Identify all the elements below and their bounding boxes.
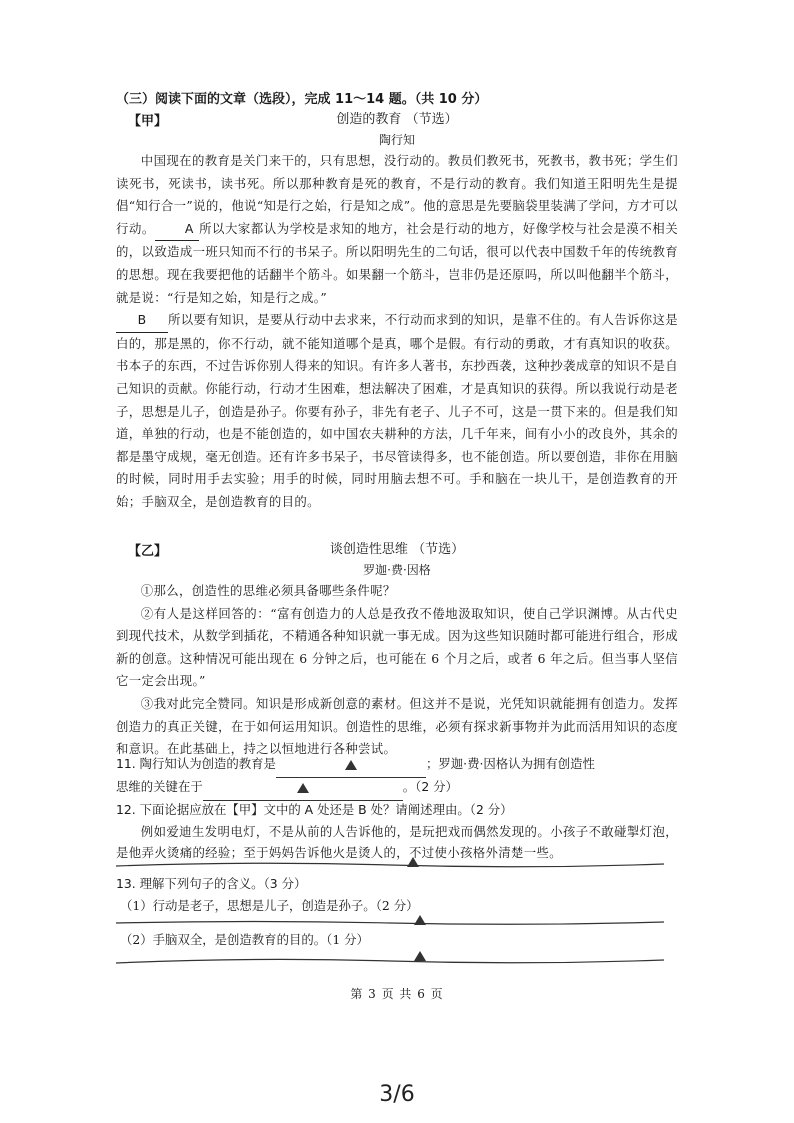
section-heading: （三）阅读下面的文章（选段），完成 11～14 题。（共 10 分）	[116, 92, 488, 107]
q12-evidence-text: 例如爱迪生发明电灯，不是从前的人告诉他的，是玩把戏而偶然发现的。小孩子不敢碰掣灯泡，是他弄火烫痛的经验；至于妈妈告诉他火是烫人的，不过使小孩格外清楚一些。	[116, 824, 678, 860]
part-a-title-note: （节选）	[405, 112, 458, 127]
q11-part-b: ；罗迦·费·因格认为拥有创造性	[425, 756, 595, 771]
part-b-title-text: 谈创造性思维	[329, 542, 408, 557]
part-a-title-text: 创造的教育	[336, 112, 402, 127]
part-a-body	[116, 150, 678, 514]
part-a-paragraph-1	[116, 150, 678, 309]
q11-part-a: 11. 陶行知认为创造的教育是	[116, 756, 276, 771]
q11-answer-blank-1[interactable]	[276, 755, 426, 778]
part-a-title	[0, 108, 794, 127]
page-counter: 3/6	[379, 1082, 415, 1107]
part-b-paragraph-3: ③我对此完全赞同。知识是形成新创意的素材。但这并不是说，光凭知识就能拥有创造力。发挥创造力的真正关键，在于如何运用知识。创造性的思维，必须有探求新事物并为此而活用知识的态度和意识。在此基础上，持之以恒地进行各种尝试。	[116, 695, 678, 757]
question-13-2: （2）手脑双全，是创造教育的目的。（1 分）	[120, 932, 369, 947]
part-a-p2-text: 所以要有知识，是要从行动中去求来，不行动而求到的知识，是靠不住的。有人告诉你这是白的，那是黑的，你不行动，就不能知道哪个是真，哪个是假。有行动的勇敢，才有真知识的收获。书本子的东西，不过告诉你别人得来的知识。有许多人著书，东抄西袭，这种抄袭成章的知识不是自己知识的贡献。你能行动，行动才生困难，想法解决了困难，才是真知识的获得。所以我说行动是老子，思想是儿子，创造是孙子。你要有孙子，非先有老子、儿子不可，这是一贯下来的。但是我们知道，单独的行动，也是不能创造的，如中国农夫耕种的方法，几千年来，间有小小的改良外，其余的都是墨守成规，毫无创造。还有许多书呆子，书尽管读得多，也不能创造。所以要创造，非你在用脑的时候，同时用手去实验；用手的时候，同时用脑去想不可。手和脑在一块儿干，是创造教育的开始；手脑双全，是创造教育的目的。	[116, 312, 678, 509]
part-a-p1-first: 中国现在的教育是关门来干的，只有思想，没行动的。教员们教死书，死教书，教书死；学生们读死书，死读书，读书死。所以那种教育是死的教育，不是行动的教育。我们知道王阳明先生是提倡“知行合一”说的，他说“知是行之始，行是知之成”。他的意思是先要脑袋里装满了学问，方才可以行动。	[116, 153, 678, 236]
part-b-body	[116, 580, 678, 761]
part-b-label: 【乙】	[128, 544, 168, 559]
part-b-author: 罗迦·费·因格	[363, 563, 431, 577]
q11-answer-blank-2[interactable]	[203, 778, 403, 801]
question-13: 13. 理解下列句子的含义。（3 分）	[116, 876, 307, 891]
question-11-line-1	[116, 753, 682, 776]
question-11-line-2	[116, 776, 682, 799]
question-12: 12. 下面论据应放在【甲】文中的 A 处还是 B 处？请阐述理由。（2 分）	[116, 802, 513, 817]
blank-a: A	[155, 218, 199, 242]
q11-score: 。（2 分）	[402, 779, 458, 794]
answer-marker-icon	[345, 760, 357, 770]
q13-1-answer-line[interactable]	[116, 918, 664, 928]
q12-evidence	[116, 821, 678, 863]
page-footer: 第 3 页 共 6 页	[350, 987, 444, 1001]
q12-answer-line[interactable]	[116, 860, 664, 870]
answer-marker-icon	[297, 783, 309, 793]
q11-part-c: 思维的关键在于	[116, 779, 203, 794]
blank-b: B	[116, 309, 168, 333]
question-13-1: （1）行动是老子，思想是儿子，创造是孙子。（2 分）	[120, 898, 419, 913]
part-b-paragraph-1: ①那么，创造性的思维必须具备哪些条件呢？	[140, 583, 396, 598]
part-a-label: 【甲】	[128, 114, 168, 129]
part-a-p1-second: 所以大家都认为学校是求知的地方，社会是行动的地方，好像学校与社会是漠不相关的，以致造成一班只知而不行的书呆子。所以阳明先生的二句话，很可以代表中国数千年的传统教育的思想。现在我要把他的话翻半个筋斗。如果翻一个筋斗，岂非仍是还原吗，所以叫他翻半个筋斗，就是说：“行是知之始，知是行之成。”	[116, 220, 678, 305]
q13-2-answer-line[interactable]	[116, 955, 664, 967]
part-b-title-note: （节选）	[412, 542, 465, 557]
part-b-paragraph-2: ②有人是这样回答的：“富有创造力的人总是孜孜不倦地汲取知识，使自己学识渊博。从古代史到现代技术，从数学到插花，不精通各种知识就一事无成。因为这些知识随时都可能进行组合，形成新的创意。这种情况可能出现在 6 分钟之后，也可能在 6 个月之后，或者 6 年之后。但当事人坚信它一定会出现。”	[116, 605, 678, 689]
part-a-author: 陶行知	[378, 133, 415, 147]
part-b-title	[0, 538, 794, 557]
part-a-paragraph-2	[116, 309, 678, 513]
